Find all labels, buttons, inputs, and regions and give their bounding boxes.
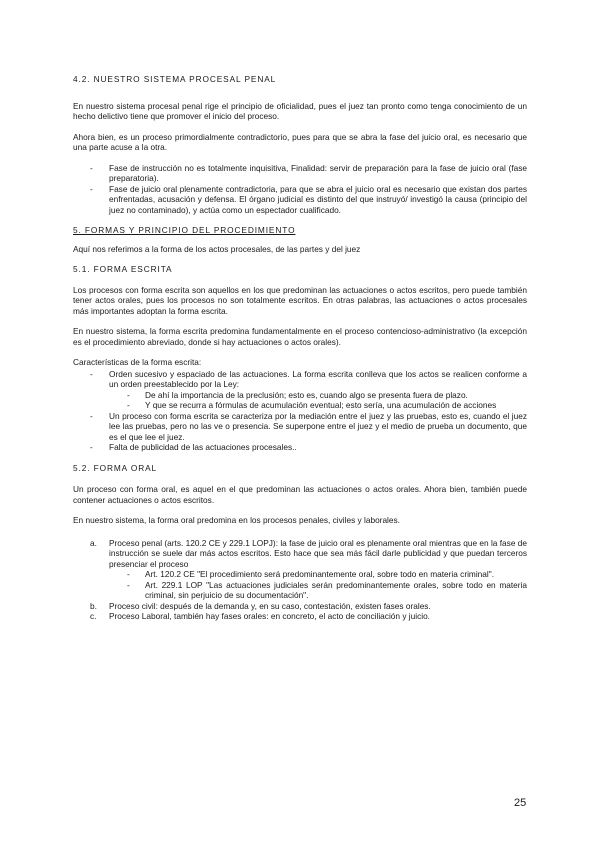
list-marker: b. bbox=[90, 600, 97, 611]
section-heading-5-1: 5.1. FORMA ESCRITA bbox=[73, 264, 173, 274]
document-page bbox=[73, 74, 527, 622]
paragraph: En nuestro sistema procesal penal rige el principio de oficialidad, pues el juez tan pronto como tenga conocimiento de un hecho delictivo tiene que promover el inicio del proceso. bbox=[73, 100, 527, 121]
list-item bbox=[73, 611, 527, 622]
characteristics-list bbox=[73, 369, 527, 453]
sub-list bbox=[109, 569, 527, 601]
paragraph: En nuestro sistema, la forma oral predomina en los procesos penales, civiles y laborales. bbox=[73, 515, 400, 525]
paragraph: Ahora bien, es un proceso primordialmente contradictorio, pues para que se abra la fase del juicio oral, es necesario que una parte acuse a la otra. bbox=[73, 131, 527, 152]
paragraph: Un proceso con forma oral, es aquel en el que predominan las actuaciones o actos orales. Ahora bien, también puede contener actuaciones o actos escritos. bbox=[73, 484, 527, 505]
list-item: - Fase de juicio oral plenamente contradictoria, para que se abra el juicio oral es necesario que existan dos partes enfrentadas, acusación y defensa. El órgano judicial es distinto del que instruyó/ investigó la causa (principio del juez no contaminado), y actúa como un espectador cualificado. bbox=[73, 184, 527, 216]
oral-process-list bbox=[73, 538, 527, 622]
list-item bbox=[73, 538, 527, 601]
list-marker: a. bbox=[90, 537, 97, 548]
list-item bbox=[73, 369, 527, 411]
section-heading-4-2: 4.2. NUESTRO SISTEMA PROCESAL PENAL bbox=[73, 74, 277, 84]
list-intro: Características de la forma escrita: bbox=[73, 357, 202, 367]
sub-list-item: - Art. 120.2 CE "El procedimiento será predominantemente oral, sobre todo en materia criminal". bbox=[109, 569, 527, 580]
page-number: 25 bbox=[514, 797, 527, 809]
list-item bbox=[73, 601, 527, 612]
list-item-text: Orden sucesivo y espaciado de las actuaciones. La forma escrita conlleva que los actos se realicen conforme a un orden preestablecido por la Ley: bbox=[109, 368, 527, 389]
list-item-text: Proceso penal (arts. 120.2 CE y 229.1 LOPJ): la fase de juicio oral es plenamente oral mientras que en la fase de instrucción se suele dar más actos escritos. Esto hace que sea más fácil darle publicidad y que puedan terceros presenciar el proceso bbox=[109, 537, 527, 569]
bullet-list bbox=[73, 163, 527, 216]
sub-list-item: - Art. 229.1 LOP "Las actuaciones judiciales serán predominantemente orales, sobre todo en materia criminal, sin perjuicio de su documentación". bbox=[109, 580, 527, 601]
paragraph: En nuestro sistema, la forma escrita predomina fundamentalmente en el proceso contencioso-administrativo (la excepción es el procedimiento abreviado, donde si hay actuaciones o actos orales). bbox=[73, 326, 527, 347]
list-marker: c. bbox=[90, 611, 97, 621]
sub-list-item: - De ahí la importancia de la preclusión; esto es, cuando algo se presenta fuera de plazo. bbox=[109, 390, 527, 401]
list-item: - Falta de publicidad de las actuaciones procesales.. bbox=[73, 442, 527, 453]
section-heading-5-2: 5.2. FORMA ORAL bbox=[73, 462, 158, 473]
paragraph: Aquí nos referimos a la forma de los actos procesales, de las partes y del juez bbox=[73, 243, 361, 254]
paragraph: Los procesos con forma escrita son aquellos en los que predominan las actuaciones o actos escritos, pero puede también tener actos orales, pues los procesos no son totalmente escritos. En otras palabras, las actuaciones o actos procesales más importantes adoptan la forma escrita. bbox=[73, 284, 527, 316]
list-item-text: Proceso Laboral, también hay fases orales: en concreto, el acto de conciliación y juicio. bbox=[109, 611, 430, 621]
list-item-text: Proceso civil: después de la demanda y, en su caso, contestación, existen fases orales. bbox=[109, 600, 431, 611]
list-item: - Fase de instrucción no es totalmente inquisitiva, Finalidad: servir de preparación para la fase de juicio oral (fase preparatoria). bbox=[73, 163, 527, 184]
section-heading-5: 5. FORMAS Y PRINCIPIO DEL PROCEDIMIENTO bbox=[73, 225, 296, 235]
list-item: - Un proceso con forma escrita se caracteriza por la mediación entre el juez y las pruebas, esto es, cuando el juez lee las pruebas, pero no las ve o presencia. Se superpone entre el juez y el medio de prueba un documento, que es el que lee el juez. bbox=[73, 411, 527, 443]
sub-list bbox=[109, 390, 527, 411]
sub-list-item: - Y que se recurra a fórmulas de acumulación eventual; esto sería, una acumulación de acciones bbox=[109, 400, 527, 411]
